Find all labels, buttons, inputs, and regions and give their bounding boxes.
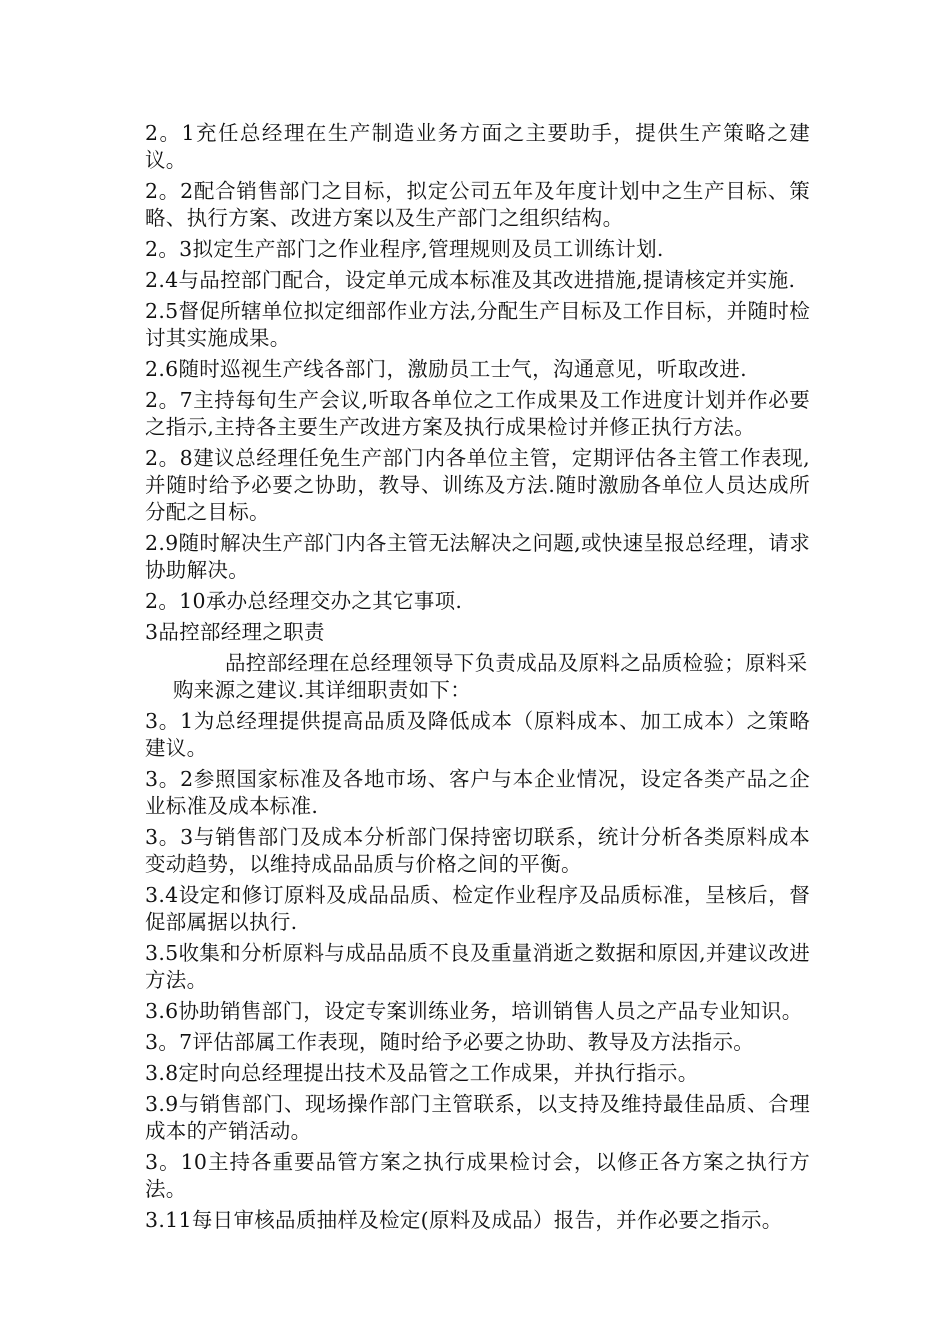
paragraph-3-1: 3。1为总经理提供提高品质及降低成本（原料成本、加工成本）之策略建议。 — [145, 709, 810, 760]
paragraph-2-5: 2.5督促所辖单位拟定细部作业方法,分配生产目标及工作目标，并随时检讨其实施成果。 — [145, 299, 810, 350]
paragraph-2-9: 2.9随时解决生产部门内各主管无法解决之问题,或快速呈报总经理，请求协助解决。 — [145, 531, 810, 582]
paragraph-2-6: 2.6随时巡视生产线各部门，激励员工士气，沟通意见，听取改进. — [145, 357, 747, 381]
paragraph-3-7: 3。7评估部属工作表现，随时给予必要之协助、教导及方法指示。 — [145, 1030, 755, 1054]
paragraph-2-10: 2。10承办总经理交办之其它事项. — [145, 589, 463, 613]
paragraph-2-1: 2。1充任总经理在生产制造业务方面之主要助手，提供生产策略之建议。 — [145, 121, 810, 172]
section-3-heading: 3品控部经理之职责 — [145, 620, 325, 644]
paragraph-2-8: 2。8建议总经理任免生产部门内各单位主管，定期评估各主管工作表现,并随时给予必要之协助，教导、训练及方法.随时激励各单位人员达成所分配之目标。 — [145, 446, 810, 524]
document-body — [145, 120, 810, 1238]
paragraph-3-8: 3.8定时向总经理提出技术及品管之工作成果，并执行指示。 — [145, 1061, 699, 1085]
paragraph-3-2: 3。2参照国家标准及各地市场、客户与本企业情况，设定各类产品之企业标准及成本标准. — [145, 767, 810, 818]
paragraph-3-10: 3。10主持各重要品管方案之执行成果检讨会，以修正各方案之执行方法。 — [145, 1150, 810, 1201]
paragraph-2-7: 2。7主持每旬生产会议,听取各单位之工作成果及工作进度计划并作必要之指示,主持各主要生产改进方案及执行成果检讨并修正执行方法。 — [145, 388, 810, 439]
paragraph-3-9: 3.9与销售部门、现场操作部门主管联系，以支持及维持最佳品质、合理成本的产销活动。 — [145, 1092, 810, 1143]
section-3-intro: 品控部经理在总经理领导下负责成品及原料之品质检验；原料采购来源之建议.其详细职责如下： — [173, 651, 808, 702]
paragraph-3-4: 3.4设定和修订原料及成品品质、检定作业程序及品质标准，呈核后，督促部属据以执行. — [145, 883, 810, 934]
paragraph-2-3: 2。3拟定生产部门之作业程序,管理规则及员工训练计划. — [145, 237, 664, 261]
paragraph-3-5: 3.5收集和分析原料与成品品质不良及重量消逝之数据和原因,并建议改进方法。 — [145, 941, 810, 992]
paragraph-3-11: 3.11每日审核品质抽样及检定(原料及成品）报告，并作必要之指示。 — [145, 1208, 783, 1232]
paragraph-2-2: 2。2配合销售部门之目标，拟定公司五年及年度计划中之生产目标、策略、执行方案、改进方案以及生产部门之组织结构。 — [145, 179, 810, 230]
paragraph-2-4: 2.4与品控部门配合，设定单元成本标准及其改进措施,提请核定并实施. — [145, 268, 796, 292]
paragraph-3-6: 3.6协助销售部门，设定专案训练业务，培训销售人员之产品专业知识。 — [145, 999, 803, 1023]
paragraph-3-3: 3。3与销售部门及成本分析部门保持密切联系，统计分析各类原料成本变动趋势，以维持成品品质与价格之间的平衡。 — [145, 825, 810, 876]
